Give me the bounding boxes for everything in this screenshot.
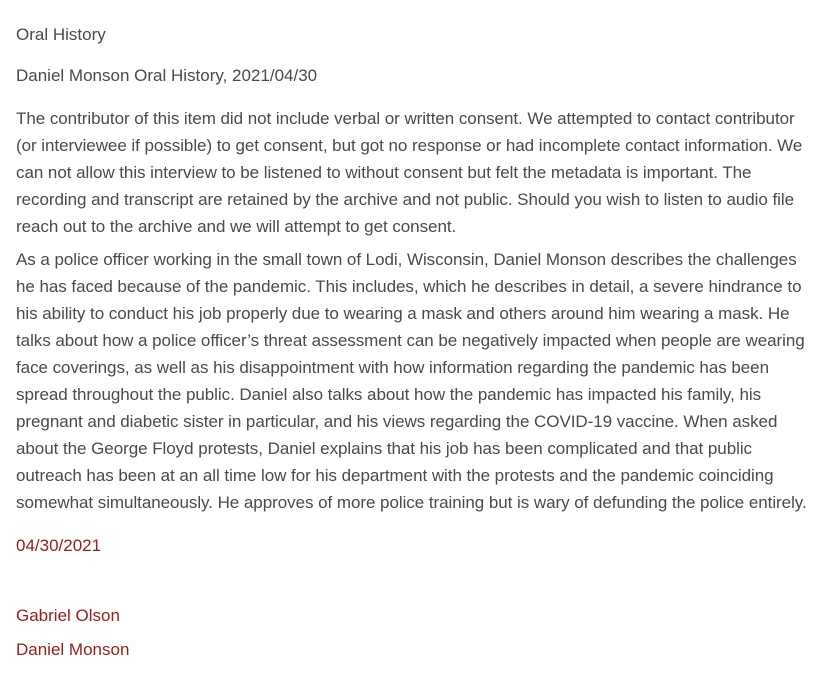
interviewee-link[interactable]: Daniel Monson bbox=[16, 640, 130, 659]
item-description: As a police officer working in the small town of Lodi, Wisconsin, Daniel Monson describes the challenges he has faced because of the pandemic. This includes, which he describes in detail, a severe hindrance to his ability to conduct his job properly due to wearing a mask and others around him wearing a mask. He talks about how a police officer’s threat assessment can be negatively impacted when people are wearing face coverings, as well as his disappointment with how information regarding the pandemic has been spread throughout the public. Daniel also talks about how the pandemic has impacted his family, his pregnant and diabetic sister in particular, and his views regarding the COVID-19 vaccine. When asked about the George Floyd protests, Daniel explains that his job has been complicated and that public outreach has been at an all time low for his department with the protests and the pandemic coinciding somewhat simultaneously. He approves of more police training but is wary of defunding the police entirely. bbox=[16, 250, 807, 512]
interviewer-link[interactable]: Gabriel Olson bbox=[16, 606, 120, 625]
consent-notice: The contributor of this item did not include verbal or written consent. We attempted to contact contributor (or interviewee if possible) to get consent, but got no response or had incomplete contact information. We can not allow this interview to be listened to without consent but felt the metadata is important. The recording and transcript are retained by the archive and not public. Should you wish to listen to audio file reach out to the archive and we will attempt to get consent. bbox=[16, 109, 803, 236]
item-date-link[interactable]: 04/30/2021 bbox=[16, 536, 102, 555]
item-type: Oral History bbox=[16, 25, 106, 44]
item-title: Daniel Monson Oral History, 2021/04/30 bbox=[16, 66, 318, 85]
